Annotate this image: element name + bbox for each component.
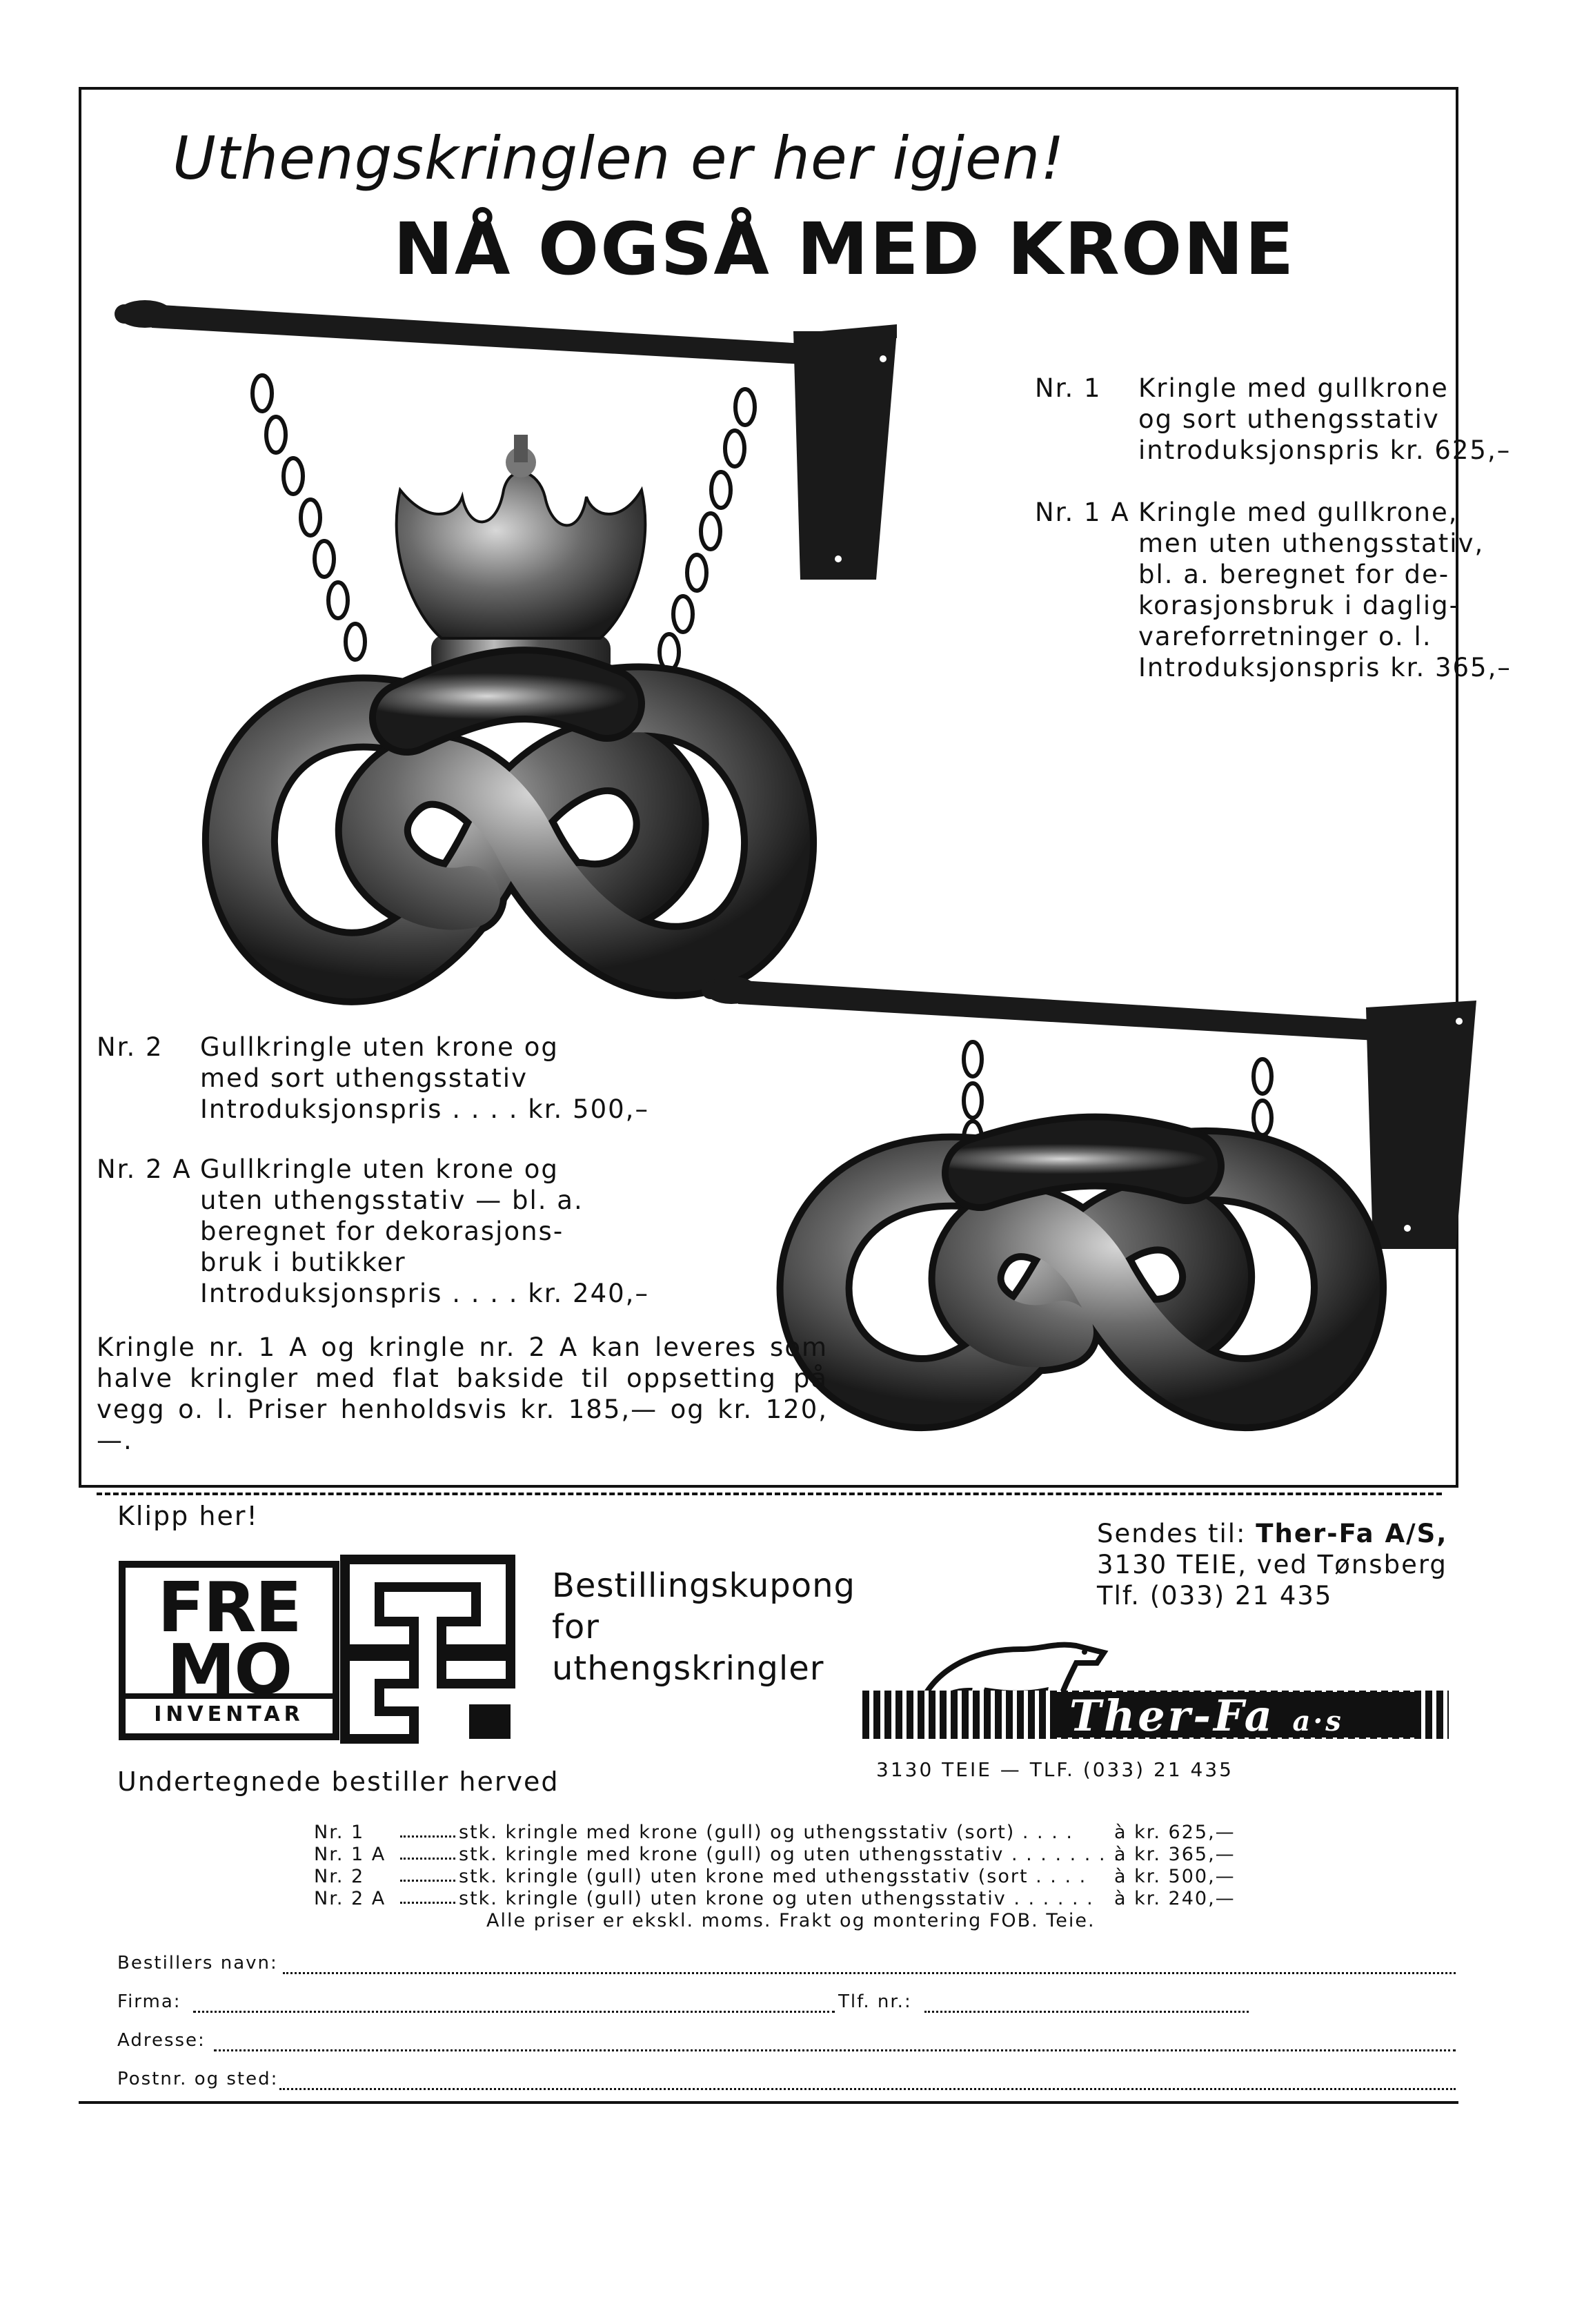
order-intro: Undertegnede bestiller herved (117, 1766, 560, 1797)
field-tlf-label: Tlf. nr.: (838, 1991, 912, 2012)
company-address-line: 3130 TEIE — TLF. (033) 21 435 (876, 1758, 1234, 1781)
name-field[interactable] (283, 1972, 1456, 1974)
order-price: à kr. 625,— (1114, 1822, 1236, 1843)
cut-here-label: Klipp her! (117, 1501, 259, 1531)
product-number: Nr. 2 (97, 1032, 164, 1062)
product-number: Nr. 1 A (1035, 498, 1130, 527)
product-nr1a (1035, 497, 1512, 690)
field-name-label: Bestillers navn: (117, 1953, 278, 1973)
product-nr2 (97, 1032, 649, 1135)
order-price: à kr. 500,— (1114, 1866, 1236, 1887)
send-to-label: Sendes til: (1097, 1519, 1256, 1548)
order-number: Nr. 1 (314, 1822, 365, 1843)
headline-script: Uthengskringlen er her igjen! (172, 124, 1065, 193)
coupon-title: Bestillingskupong for uthengskringler (552, 1566, 855, 1688)
order-price: à kr. 365,— (1114, 1844, 1236, 1865)
product-number: Nr. 1 (1035, 373, 1102, 403)
firma-field[interactable] (193, 2011, 835, 2013)
field-firma-label: Firma: (117, 1991, 181, 2012)
ther-fa-logo (862, 1628, 1449, 1753)
order-description: stk. kringle (gull) uten krone og uten uthengsstativ . . . . . . (459, 1888, 1094, 1909)
order-description: stk. kringle (gull) uten krone med uthengsstativ (sort . . . . (459, 1866, 1087, 1887)
product-number: Nr. 2 A (97, 1154, 192, 1184)
fremo-logo-line2: MO (166, 1629, 292, 1710)
ther-fa-logo-suffix: a·s (1292, 1705, 1344, 1737)
ther-fa-logo-text: Ther-Fa (1069, 1691, 1275, 1741)
postnr-field[interactable] (279, 2088, 1456, 2090)
ther-fa-logo-wordmark (1069, 1691, 1344, 1741)
quantity-field[interactable] (400, 1880, 455, 1882)
tlf-field[interactable] (924, 2011, 1249, 2013)
fremo-logo-inventar: INVENTAR (126, 1693, 333, 1733)
address-line: 3130 TEIE, ved Tønsberg (1097, 1550, 1447, 1579)
phone-line: Tlf. (033) 21 435 (1097, 1581, 1333, 1611)
fremo-logo-line1: FRE (157, 1567, 301, 1648)
fremo-emblem-icon (338, 1553, 517, 1746)
quantity-field[interactable] (400, 1835, 455, 1838)
price-footnote: Alle priser er ekskl. moms. Frakt og montering FOB. Teie. (486, 1910, 1096, 1931)
cut-line (97, 1493, 1442, 1495)
pretzel-crown-sign-illustration (110, 290, 938, 1014)
order-description: stk. kringle med krone (gull) og uthengsstativ (sort) . . . . (459, 1822, 1073, 1843)
field-adresse-label: Adresse: (117, 2030, 206, 2051)
product-nr2a (97, 1154, 649, 1319)
adresse-field[interactable] (214, 2049, 1456, 2051)
half-pretzel-note: Kringle nr. 1 A og kringle nr. 2 A kan leveres som halve kringler med flat bakside til oppsetting på vegg o. l. Priser henholdsvis kr. 185,— og kr. 120,—. (97, 1332, 828, 1455)
product-description: Kringle med gullkrone og sort uthengsstativ introduksjonspris kr. 625,– (1138, 373, 1512, 465)
order-number: Nr. 1 A (314, 1844, 386, 1865)
company-name: Ther-Fa A/S, (1256, 1519, 1448, 1548)
fremo-logo (119, 1561, 339, 1740)
field-postnr-label: Postnr. og sted: (117, 2069, 279, 2089)
quantity-field[interactable] (400, 1902, 455, 1904)
headline-main: NÅ OGSÅ MED KRONE (393, 207, 1296, 291)
product-description: Gullkringle uten krone og med sort uthengsstativ Introduksjonspris . . . . kr. 500,– (200, 1032, 649, 1124)
send-to-address (1097, 1518, 1447, 1611)
order-description: stk. kringle med krone (gull) og uten uthengsstativ . . . . . . . . (459, 1844, 1121, 1865)
product-nr1 (1035, 373, 1512, 476)
quantity-field[interactable] (400, 1858, 455, 1860)
bottom-border (79, 2101, 1458, 2104)
product-description: Kringle med gullkrone, men uten uthengsstativ, bl. a. beregnet for de- korasjonsbruk i daglig- vareforretninger o. l. Introduksjonspris kr. 365,– (1138, 498, 1512, 682)
order-price: à kr. 240,— (1114, 1888, 1236, 1909)
order-number: Nr. 2 A (314, 1888, 386, 1909)
product-description: Gullkringle uten krone og uten uthengsstativ — bl. a. beregnet for dekorasjons- bruk i butikker Introduksjonspris . . . . kr. 240,– (200, 1154, 649, 1308)
order-number: Nr. 2 (314, 1866, 365, 1887)
